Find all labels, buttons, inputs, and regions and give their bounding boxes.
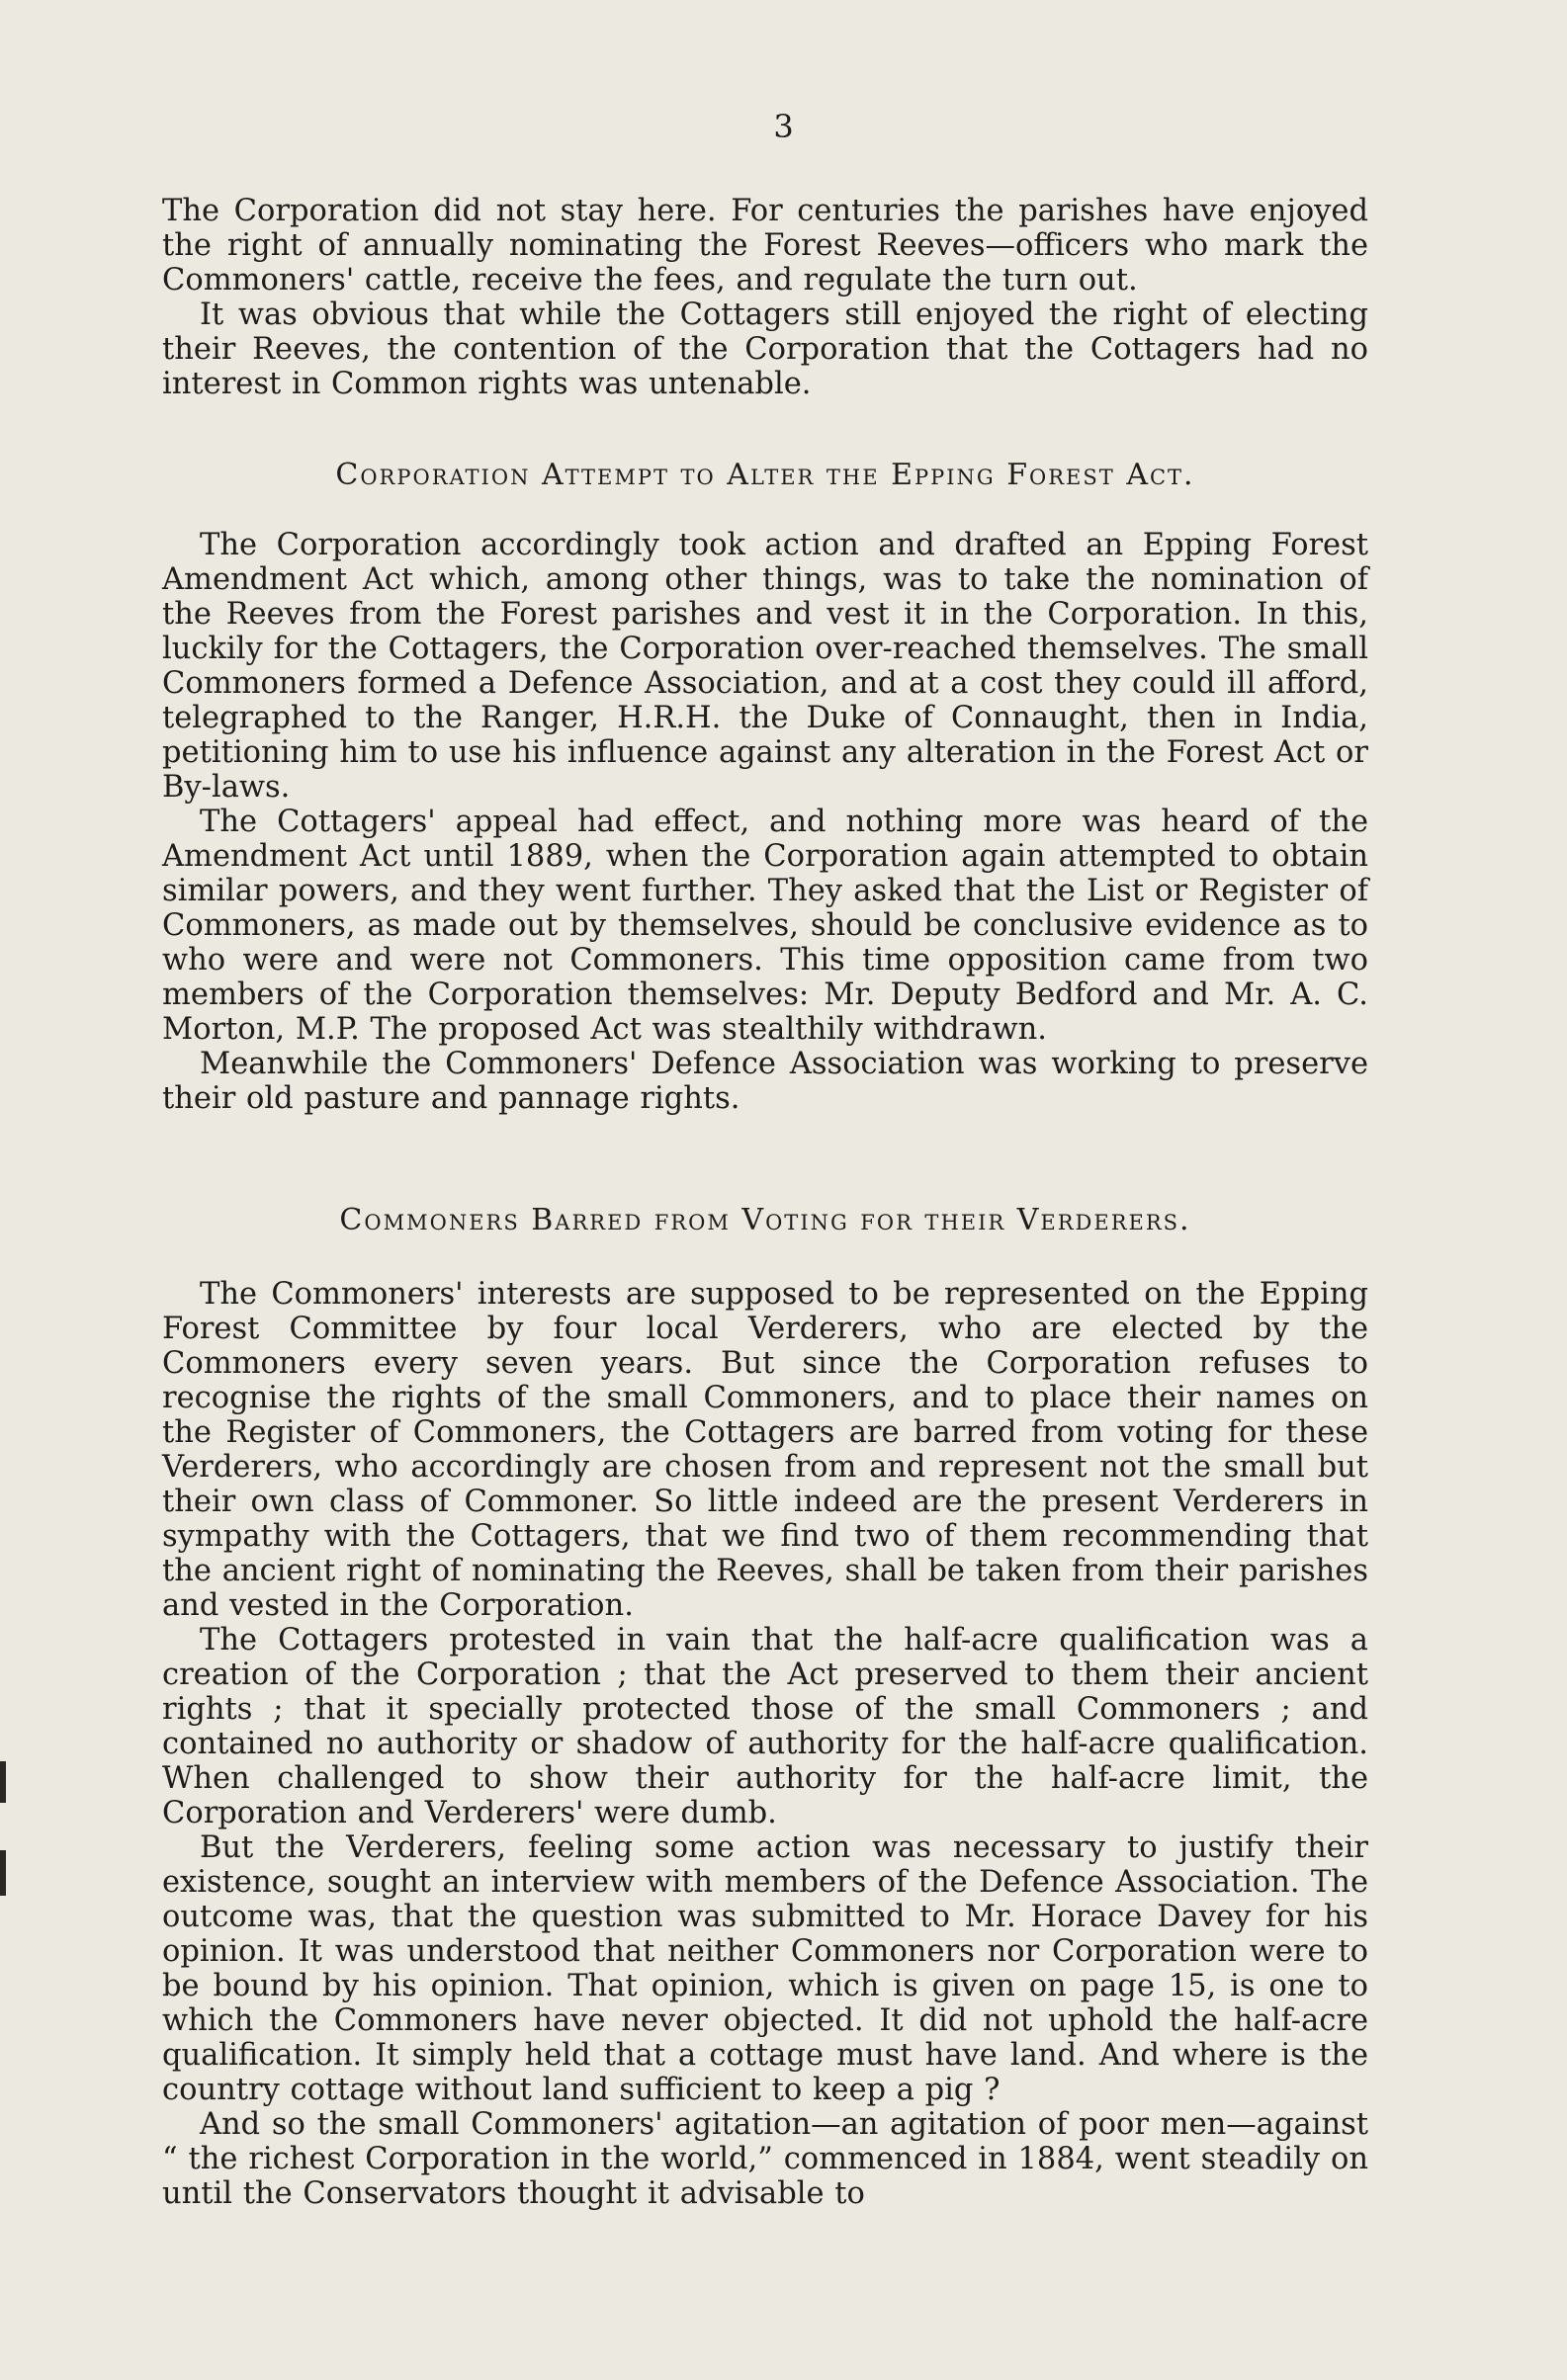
paragraph: The Corporation did not stay here. For centuries the parishes have enjoyed the right of annually nominating the Forest Reeves—officers who mark the Commoners' cattle, receive the fees, and regulate the turn out. — [162, 194, 1368, 298]
section-commoners-barred — [162, 1277, 1368, 2211]
paragraph: The Commoners' interests are supposed to be represented on the Epping Forest Committee by four local Verderers, who are elected by the Commoners every seven years. But since the Corporation refuses to recognise the rights of the small Commoners, and to place their names on the Register of Commoners, the Cottagers are barred from voting for these Verderers, who accordingly are chosen from and represent not the small but their own class of Commoner. So little indeed are the present Verderers in sympathy with the Cottagers, that we find two of them recommending that the ancient right of nominating the Reeves, shall be taken from their parishes and vested in the Corporation. — [162, 1277, 1368, 1623]
paragraph: But the Verderers, feeling some action was necessary to justify their existence, sought an interview with members of the Defence Association. The outcome was, that the question was submitted to Mr. Horace Davey for his opinion. It was understood that neither Commoners nor Corporation were to be bound by his opinion. That opinion, which is given on page 15, is one to which the Commoners have never objected. It did not uphold the half-acre qualification. It simply held that a cottage must have land. And where is the country cottage without land sufficient to keep a pig ? — [162, 1830, 1368, 2107]
paragraph: And so the small Commoners' agitation—an agitation of poor men—against “ the richest Corporation in the world,” commenced in 1884, went steadily on until the Conservators thought it advisable to — [162, 2107, 1368, 2211]
paragraph: Meanwhile the Commoners' Defence Association was working to preserve their old pasture and pannage rights. — [162, 1047, 1368, 1116]
page-number: 3 — [773, 108, 794, 145]
section-heading-corporation-attempt: Corporation Attempt to Alter the Epping Forest Act. — [335, 458, 1195, 492]
section-heading-commoners-barred: Commoners Barred from Voting for their Verderers. — [339, 1203, 1191, 1237]
section-intro — [162, 194, 1368, 401]
paragraph: It was obvious that while the Cottagers still enjoyed the right of electing their Reeves, the contention of the Corporation that the Cottagers had no interest in Common rights was untenable. — [162, 298, 1368, 401]
paragraph: The Cottagers protested in vain that the half-acre qualification was a creation of the Corporation ; that the Act preserved to them their ancient rights ; that it specially protected those of the small Commoners ; and contained no authority or shadow of authority for the half-acre qualification. When challenged to show their authority for the half-acre limit, the Corporation and Verderers' were dumb. — [162, 1623, 1368, 1830]
paragraph: The Corporation accordingly took action and drafted an Epping Forest Amendment Act which, among other things, was to take the nomination of the Reeves from the Forest parishes and vest it in the Corporation. In this, luckily for the Cottagers, the Corporation over-reached themselves. The small Commoners formed a Defence Association, and at a cost they could ill afford, telegraphed to the Ranger, H.R.H. the Duke of Connaught, then in India, petitioning him to use his influence against any alteration in the Forest Act or By-laws. — [162, 528, 1368, 805]
scan-edge-mark — [0, 1850, 6, 1896]
paragraph: The Cottagers' appeal had effect, and nothing more was heard of the Amendment Act until 1889, when the Corporation again attempted to obtain similar powers, and they went further. They asked that the List or Register of Commoners, as made out by themselves, should be conclusive evidence as to who were and were not Commoners. This time opposition came from two members of the Corporation themselves: Mr. Deputy Bedford and Mr. A. C. Morton, M.P. The proposed Act was stealthily withdrawn. — [162, 805, 1368, 1047]
scan-edge-mark — [0, 1761, 6, 1803]
section-corporation-attempt — [162, 528, 1368, 1116]
